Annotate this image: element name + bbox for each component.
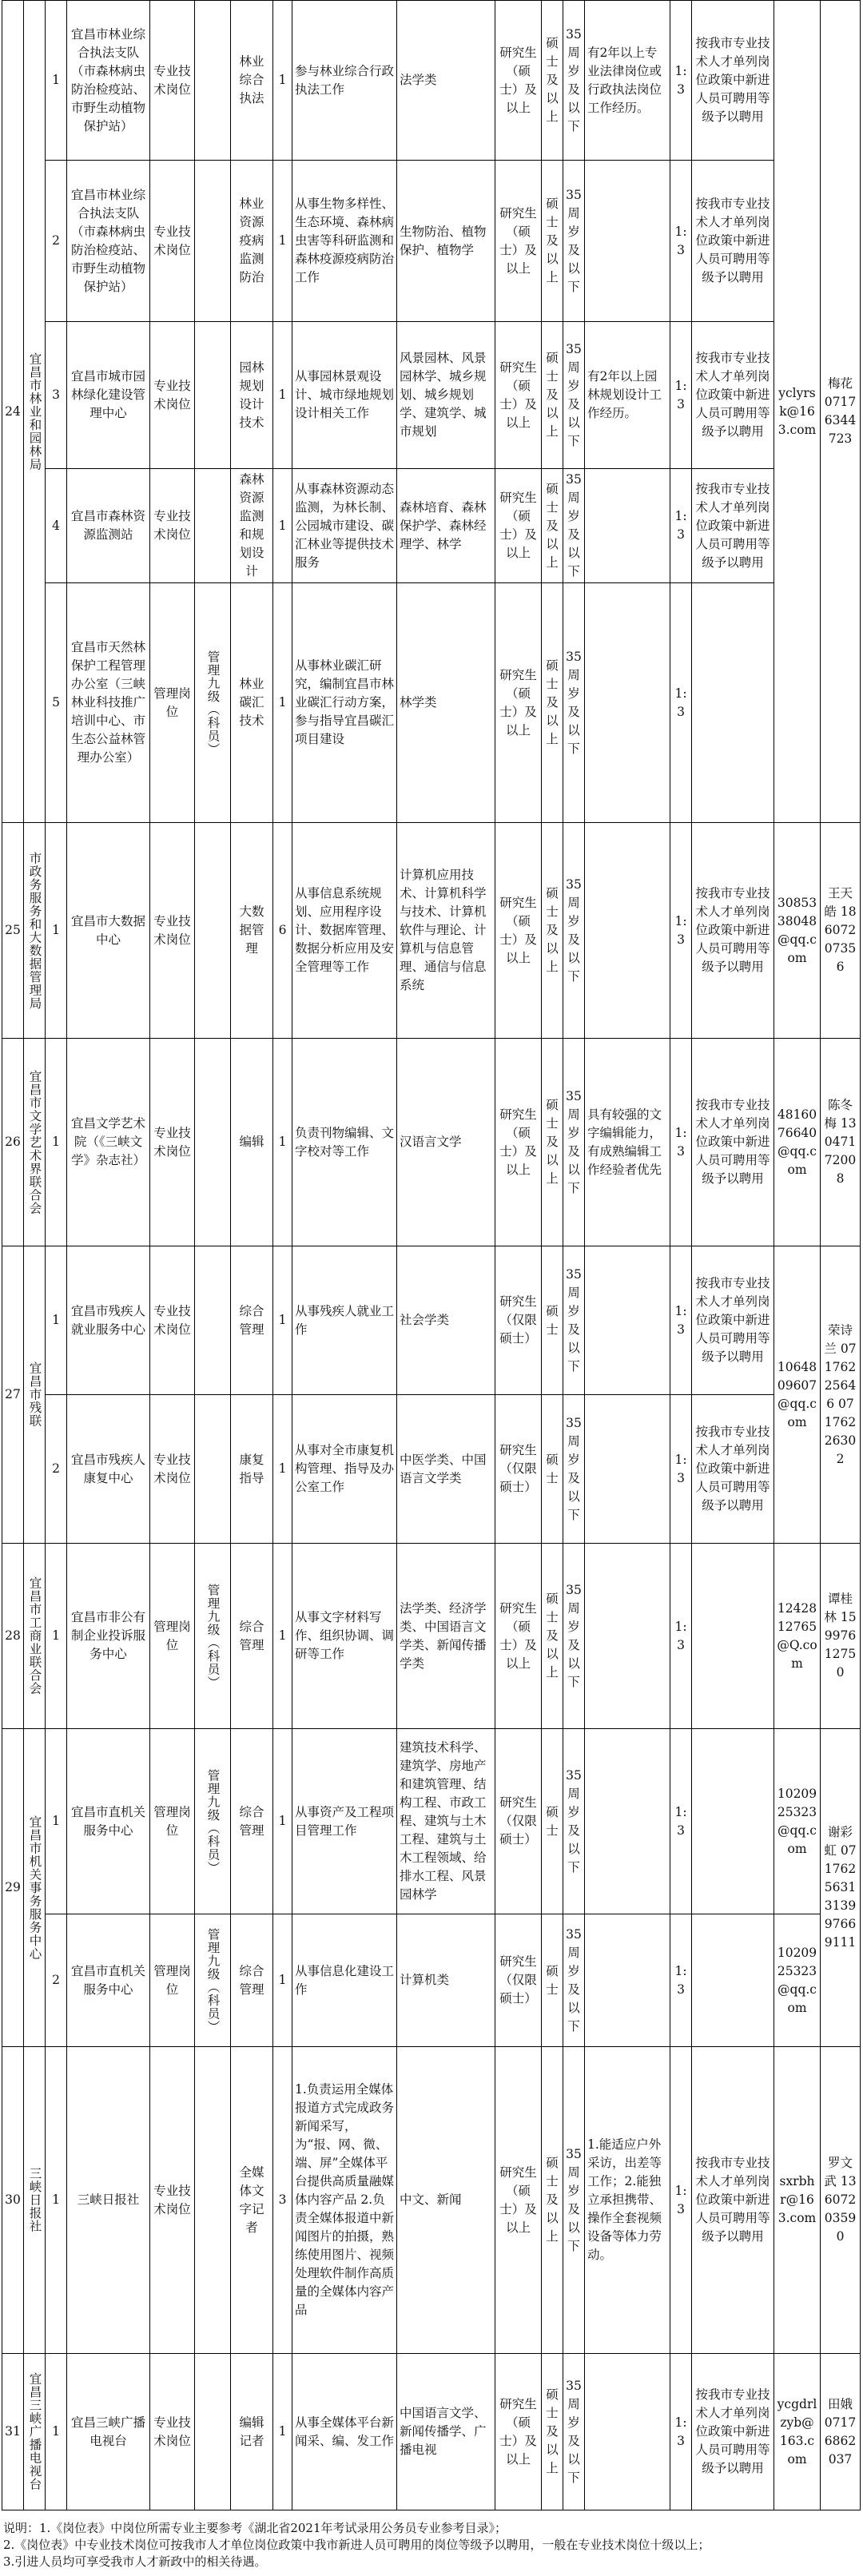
department: 宜昌市林业综合执法支队（市森林病虫防治检疫站、市野生动植物保护站）	[67, 161, 150, 322]
headcount: 3	[273, 2047, 292, 2354]
education: 研究生（硕士）及以上	[495, 583, 542, 823]
post-index: 1	[46, 1246, 67, 1395]
contact-email: 1020925323@qq.com	[774, 1729, 821, 1914]
education: 研究生（仅限硕士）	[495, 1395, 542, 1544]
post-name: 森林资源监测和规划设计	[231, 469, 273, 583]
other-requirements	[585, 1729, 670, 1914]
unit-name: 宜昌市工商业联合会	[24, 1544, 46, 1729]
contact-email: yclyrsk@163.com	[774, 1, 821, 823]
ratio: 1:3	[670, 1395, 692, 1544]
degree: 硕士及以上	[542, 2047, 563, 2354]
headcount: 1	[273, 1544, 292, 1729]
education: 研究生（硕士）及以上	[495, 322, 542, 469]
department: 宜昌市残疾人康复中心	[67, 1395, 150, 1544]
other-requirements	[585, 469, 670, 583]
post-index: 1	[46, 2354, 67, 2510]
table-row	[2, 583, 861, 823]
duties: 从事林业碳汇研究，编制宜昌市林业碳汇行动方案，参与指导宜昌碳汇项目建设	[292, 583, 397, 823]
recruitment-table	[2, 0, 861, 2510]
department: 宜昌市森林资源监测站	[67, 469, 150, 583]
hiring-method: 按我市专业技术人才单列岗位政策中新进人员可聘用等级予以聘用	[692, 322, 774, 469]
contact-email: 1064809607@qq.com	[774, 1246, 821, 1544]
table-row	[2, 823, 861, 1039]
major: 中医学类、中国语言文学类	[397, 1395, 495, 1544]
unit-name: 宜昌市机关事务服务中心	[24, 1729, 46, 2047]
duties: 从事全媒体平台新闻采、编、发工作	[292, 2354, 397, 2510]
table-row	[2, 1246, 861, 1395]
contact-email: 3085338048@qq.com	[774, 823, 821, 1039]
education: 研究生（硕士）及以上	[495, 823, 542, 1039]
other-requirements	[585, 1914, 670, 2047]
headcount: 1	[273, 583, 292, 823]
degree: 硕士及以上	[542, 823, 563, 1039]
post-name: 全媒体文字记者	[231, 2047, 273, 2354]
age: 35周岁及以下	[563, 1544, 585, 1729]
table-row	[2, 2354, 861, 2510]
contact-person: 荣诗兰 07176225646 07176226302	[821, 1246, 861, 1544]
education: 研究生（硕士）及以上	[495, 469, 542, 583]
headcount: 1	[273, 161, 292, 322]
degree: 硕士及以上	[542, 1039, 563, 1246]
unit-name: 三峡日报社	[24, 2047, 46, 2354]
contact-email: 4816076640@qq.com	[774, 1039, 821, 1246]
post-level: 管理九级（科员）	[195, 583, 231, 823]
contact-person: 谭桂林 15997612750	[821, 1544, 861, 1729]
post-name: 园林规划设计技术	[231, 322, 273, 469]
table-row	[2, 469, 861, 583]
department: 宜昌三峡广播电视台	[67, 2354, 150, 2510]
footnotes	[3, 2520, 858, 2570]
post-name: 综合管理	[231, 1914, 273, 2047]
department: 宜昌市直机关服务中心	[67, 1914, 150, 2047]
duties: 从事资产及工程项目管理工作	[292, 1729, 397, 1914]
age: 35周岁及以下	[563, 322, 585, 469]
unit-number: 24	[2, 1, 24, 823]
post-level	[195, 823, 231, 1039]
table-row	[2, 1729, 861, 1914]
hiring-method: 按我市专业技术人才单列岗位政策中新进人员可聘用等级予以聘用	[692, 1395, 774, 1544]
headcount: 1	[273, 1, 292, 161]
degree: 硕士及以上	[542, 322, 563, 469]
age: 35周岁及以下	[563, 2047, 585, 2354]
duties: 负责刊物编辑、文字校对等工作	[292, 1039, 397, 1246]
post-level	[195, 2047, 231, 2354]
other-requirements	[585, 1544, 670, 1729]
duties: 从事园林景观设计、城市绿地规划设计相关工作	[292, 322, 397, 469]
post-name: 编辑记者	[231, 2354, 273, 2510]
hiring-method: 按我市专业技术人才单列岗位政策中新进人员可聘用等级予以聘用	[692, 1246, 774, 1395]
post-category: 专业技术岗位	[150, 322, 195, 469]
degree: 硕士及以上	[542, 1544, 563, 1729]
post-category: 管理岗位	[150, 1544, 195, 1729]
footnote-line: 3.引进人员均可享受我市人才新政中的相关待遇。	[3, 2554, 267, 2569]
post-category: 管理岗位	[150, 1729, 195, 1914]
education: 研究生（硕士）及以上	[495, 2047, 542, 2354]
post-category: 专业技术岗位	[150, 1395, 195, 1544]
department: 宜昌市林业综合执法支队（市森林病虫防治检疫站、市野生动植物保护站）	[67, 1, 150, 161]
other-requirements	[585, 161, 670, 322]
unit-number: 26	[2, 1039, 24, 1246]
footnote-line: 2.《岗位表》中专业技术岗位可按我市人才单位岗位政策中我市新进人员可聘用的岗位等级予以聘用，一般在专业技术岗位十级以上；	[3, 2538, 710, 2552]
hiring-method: 按我市专业技术人才单列岗位政策中新进人员可聘用等级予以聘用	[692, 1039, 774, 1246]
post-index: 4	[46, 469, 67, 583]
headcount: 1	[273, 322, 292, 469]
contact-person: 谢彩虹 0717625631 313997669111	[821, 1729, 861, 2047]
headcount: 1	[273, 1729, 292, 1914]
age: 35周岁及以下	[563, 823, 585, 1039]
education: 研究生（仅限硕士）	[495, 1914, 542, 2047]
post-name: 康复指导	[231, 1395, 273, 1544]
other-requirements	[585, 1395, 670, 1544]
major: 风景园林、风景园林学、城乡规划、城乡规划学、建筑学、城市规划	[397, 322, 495, 469]
age: 35周岁及以下	[563, 1914, 585, 2047]
post-name: 大数据管理	[231, 823, 273, 1039]
post-index: 1	[46, 823, 67, 1039]
ratio: 1:3	[670, 1729, 692, 1914]
department: 三峡日报社	[67, 2047, 150, 2354]
post-level	[195, 322, 231, 469]
duties: 1.负责运用全媒体报道方式完成政务新闻采写，为“报、网、微、端、屏”全媒体平台提供高质量融媒体内容产品 2.负责全媒体报道中新闻图片的拍摄，熟练使用图片、视频处理软件制作高质量的全媒体内容产品	[292, 2047, 397, 2354]
hiring-method: 按我市专业技术人才单列岗位政策中新进人员可聘用等级予以聘用	[692, 161, 774, 322]
education: 研究生（硕士）及以上	[495, 2354, 542, 2510]
post-level	[195, 161, 231, 322]
post-level	[195, 1039, 231, 1246]
major: 法学类、经济学类、中国语言文学类、新闻传播学类	[397, 1544, 495, 1729]
hiring-method: 按我市专业技术人才单列岗位政策中新进人员可聘用等级予以聘用	[692, 1, 774, 161]
post-level: 管理九级（科员）	[195, 1914, 231, 2047]
post-category: 专业技术岗位	[150, 1039, 195, 1246]
other-requirements: 1.能适应户外采访，出差等工作；2.能独立承担携带、操作全套视频设备等体力劳动。	[585, 2047, 670, 2354]
post-category: 专业技术岗位	[150, 823, 195, 1039]
table-row	[2, 161, 861, 322]
contact-person: 田娥 07176862037	[821, 2354, 861, 2510]
ratio: 1:3	[670, 1246, 692, 1395]
education: 研究生（硕士）及以上	[495, 1, 542, 161]
other-requirements: 有2年以上专业法律岗位或行政执法岗位工作经历。	[585, 1, 670, 161]
age: 35周岁及以下	[563, 161, 585, 322]
contact-person: 陈冬梅 13047172008	[821, 1039, 861, 1246]
hiring-method: 按我市专业技术人才单列岗位政策中新进人员可聘用等级予以聘用	[692, 823, 774, 1039]
contact-person: 梅花 07176344723	[821, 1, 861, 823]
department: 宜昌市天然林保护工程管理办公室（三峡林业科技推广培训中心、市生态公益林管理办公室）	[67, 583, 150, 823]
duties: 从事生物多样性、生态环境、森林病虫害等科研监测和森林疫源疫病防治工作	[292, 161, 397, 322]
duties: 从事对全市康复机构管理、指导及办公室工作	[292, 1395, 397, 1544]
unit-number: 30	[2, 2047, 24, 2354]
duties: 从事残疾人就业工作	[292, 1246, 397, 1395]
ratio: 1:3	[670, 1039, 692, 1246]
major: 法学类	[397, 1, 495, 161]
education: 研究生（硕士）及以上	[495, 1039, 542, 1246]
post-index: 1	[46, 1729, 67, 1914]
age: 35周岁及以下	[563, 1395, 585, 1544]
table-row	[2, 322, 861, 469]
table-row	[2, 1544, 861, 1729]
post-category: 专业技术岗位	[150, 1246, 195, 1395]
age: 35周岁及以下	[563, 469, 585, 583]
degree: 硕士	[542, 1729, 563, 1914]
education: 研究生（仅限硕士）	[495, 1246, 542, 1395]
other-requirements	[585, 2354, 670, 2510]
degree: 硕士及以上	[542, 583, 563, 823]
headcount: 1	[273, 469, 292, 583]
ratio: 1:3	[670, 823, 692, 1039]
post-level	[195, 1, 231, 161]
duties: 参与林业综合行政执法工作	[292, 1, 397, 161]
age: 35周岁及以下	[563, 1729, 585, 1914]
table-row	[2, 1, 861, 161]
duties: 从事文字材料写作、组织协调、调研等工作	[292, 1544, 397, 1729]
contact-email: sxrbhr@163.com	[774, 2047, 821, 2354]
department: 宜昌市直机关服务中心	[67, 1729, 150, 1914]
ratio: 1:3	[670, 322, 692, 469]
age: 35周岁及以下	[563, 583, 585, 823]
unit-number: 31	[2, 2354, 24, 2510]
age: 35周岁及以下	[563, 1, 585, 161]
headcount: 1	[273, 2354, 292, 2510]
post-category: 专业技术岗位	[150, 161, 195, 322]
post-index: 1	[46, 1039, 67, 1246]
post-name: 综合管理	[231, 1544, 273, 1729]
table-row	[2, 2047, 861, 2354]
post-level	[195, 1395, 231, 1544]
table-row	[2, 1039, 861, 1246]
department: 宜昌市城市园林绿化建设管理中心	[67, 322, 150, 469]
post-level	[195, 1246, 231, 1395]
degree: 硕士及以上	[542, 1, 563, 161]
degree: 硕士	[542, 1395, 563, 1544]
major: 汉语言文学	[397, 1039, 495, 1246]
post-category: 管理岗位	[150, 583, 195, 823]
degree: 硕士及以上	[542, 2354, 563, 2510]
contact-person: 王天皓 18607207356	[821, 823, 861, 1039]
ratio: 1:3	[670, 2354, 692, 2510]
degree: 硕士及以上	[542, 469, 563, 583]
ratio: 1:3	[670, 1544, 692, 1729]
unit-number: 28	[2, 1544, 24, 1729]
unit-number: 29	[2, 1729, 24, 2047]
duties: 从事信息化建设工作	[292, 1914, 397, 2047]
post-index: 1	[46, 1, 67, 161]
headcount: 1	[273, 1395, 292, 1544]
unit-name: 宜昌市残联	[24, 1246, 46, 1544]
other-requirements: 具有较强的文字编辑能力，有成熟编辑工作经验者优先	[585, 1039, 670, 1246]
headcount: 6	[273, 823, 292, 1039]
education: 研究生（仅限硕士）	[495, 1729, 542, 1914]
major: 计算机类	[397, 1914, 495, 2047]
department: 宜昌文学艺术院（《三峡文学》杂志社）	[67, 1039, 150, 1246]
age: 35周岁及以下	[563, 1039, 585, 1246]
duties: 从事森林资源动态监测，为林长制、公园城市建设、碳汇林业等提供技术服务	[292, 469, 397, 583]
ratio: 1:3	[670, 161, 692, 322]
contact-person: 罗文武 13607203590	[821, 2047, 861, 2354]
department: 宜昌市大数据中心	[67, 823, 150, 1039]
footnote-line: 说明：1.《岗位表》中岗位所需专业主要参考《湖北省2021年考试录用公务员专业参考目录》；	[3, 2521, 507, 2535]
age: 35周岁及以下	[563, 1246, 585, 1395]
major: 中国语言文学、新闻传播学、广播电视	[397, 2354, 495, 2510]
headcount: 1	[273, 1039, 292, 1246]
headcount: 1	[273, 1914, 292, 2047]
hiring-method	[692, 1729, 774, 1914]
department: 宜昌市残疾人就业服务中心	[67, 1246, 150, 1395]
post-index: 5	[46, 583, 67, 823]
age: 35周岁及以下	[563, 2354, 585, 2510]
post-category: 专业技术岗位	[150, 2047, 195, 2354]
post-name: 综合管理	[231, 1729, 273, 1914]
post-index: 1	[46, 1544, 67, 1729]
unit-name: 市政务服务和大数据管理局	[24, 823, 46, 1039]
other-requirements	[585, 1246, 670, 1395]
degree: 硕士	[542, 1246, 563, 1395]
major: 森林培育、森林保护学、森林经理学、林学	[397, 469, 495, 583]
post-index: 2	[46, 1914, 67, 2047]
major: 计算机应用技术、计算机科学与技术、计算机软件与理论、计算机与信息管理、通信与信息系统	[397, 823, 495, 1039]
ratio: 1:3	[670, 583, 692, 823]
post-name: 综合管理	[231, 1246, 273, 1395]
unit-name: 宜昌市林业和园林局	[24, 1, 46, 823]
unit-name: 宜昌三峡广播电视台	[24, 2354, 46, 2510]
post-level	[195, 2354, 231, 2510]
post-index: 2	[46, 161, 67, 322]
post-category: 专业技术岗位	[150, 2354, 195, 2510]
post-level: 管理九级（科员）	[195, 1729, 231, 1914]
contact-email: 1020925323@qq.com	[774, 1914, 821, 2047]
post-index: 1	[46, 2047, 67, 2354]
post-level	[195, 469, 231, 583]
other-requirements	[585, 823, 670, 1039]
ratio: 1:3	[670, 1914, 692, 2047]
ratio: 1:3	[670, 1, 692, 161]
post-level: 管理九级（科员）	[195, 1544, 231, 1729]
table-row	[2, 1914, 861, 2047]
contact-email: ycgdrlzyb@163.com	[774, 2354, 821, 2510]
department: 宜昌市非公有制企业投诉服务中心	[67, 1544, 150, 1729]
post-name: 林业资源疫病监测防治	[231, 161, 273, 322]
education: 研究生（硕士）及以上	[495, 161, 542, 322]
post-category: 专业技术岗位	[150, 1, 195, 161]
hiring-method	[692, 1914, 774, 2047]
other-requirements: 有2年以上园林规划设计工作经历。	[585, 322, 670, 469]
major: 林学类	[397, 583, 495, 823]
unit-name: 宜昌市文学艺术界联合会	[24, 1039, 46, 1246]
unit-number: 25	[2, 823, 24, 1039]
post-name: 林业综合执法	[231, 1, 273, 161]
post-category: 管理岗位	[150, 1914, 195, 2047]
table-row	[2, 1395, 861, 1544]
duties: 从事信息系统规划、应用程序设计、数据库管理、数据分析应用及安全管理等工作	[292, 823, 397, 1039]
post-category: 专业技术岗位	[150, 469, 195, 583]
hiring-method: 按我市专业技术人才单列岗位政策中新进人员可聘用等级予以聘用	[692, 2047, 774, 2354]
post-index: 3	[46, 322, 67, 469]
hiring-method: 按我市专业技术人才单列岗位政策中新进人员可聘用等级予以聘用	[692, 2354, 774, 2510]
ratio: 1:3	[670, 2047, 692, 2354]
major: 生物防治、植物保护、植物学	[397, 161, 495, 322]
education: 研究生（硕士）及以上	[495, 1544, 542, 1729]
other-requirements	[585, 583, 670, 823]
major: 中文、新闻	[397, 2047, 495, 2354]
post-name: 编辑	[231, 1039, 273, 1246]
unit-number: 27	[2, 1246, 24, 1544]
major: 建筑技术科学、建筑学、房地产和建筑管理、结构工程、市政工程、建筑与土木工程、建筑与土木工程领域、给排水工程、风景园林学	[397, 1729, 495, 1914]
degree: 硕士及以上	[542, 161, 563, 322]
headcount: 1	[273, 1246, 292, 1395]
ratio: 1:3	[670, 469, 692, 583]
post-index: 2	[46, 1395, 67, 1544]
hiring-method	[692, 583, 774, 823]
hiring-method: 按我市专业技术人才单列岗位政策中新进人员可聘用等级予以聘用	[692, 469, 774, 583]
hiring-method	[692, 1544, 774, 1729]
contact-email: 1242812765@Q.com	[774, 1544, 821, 1729]
post-name: 林业碳汇技术	[231, 583, 273, 823]
degree: 硕士	[542, 1914, 563, 2047]
major: 社会学类	[397, 1246, 495, 1395]
